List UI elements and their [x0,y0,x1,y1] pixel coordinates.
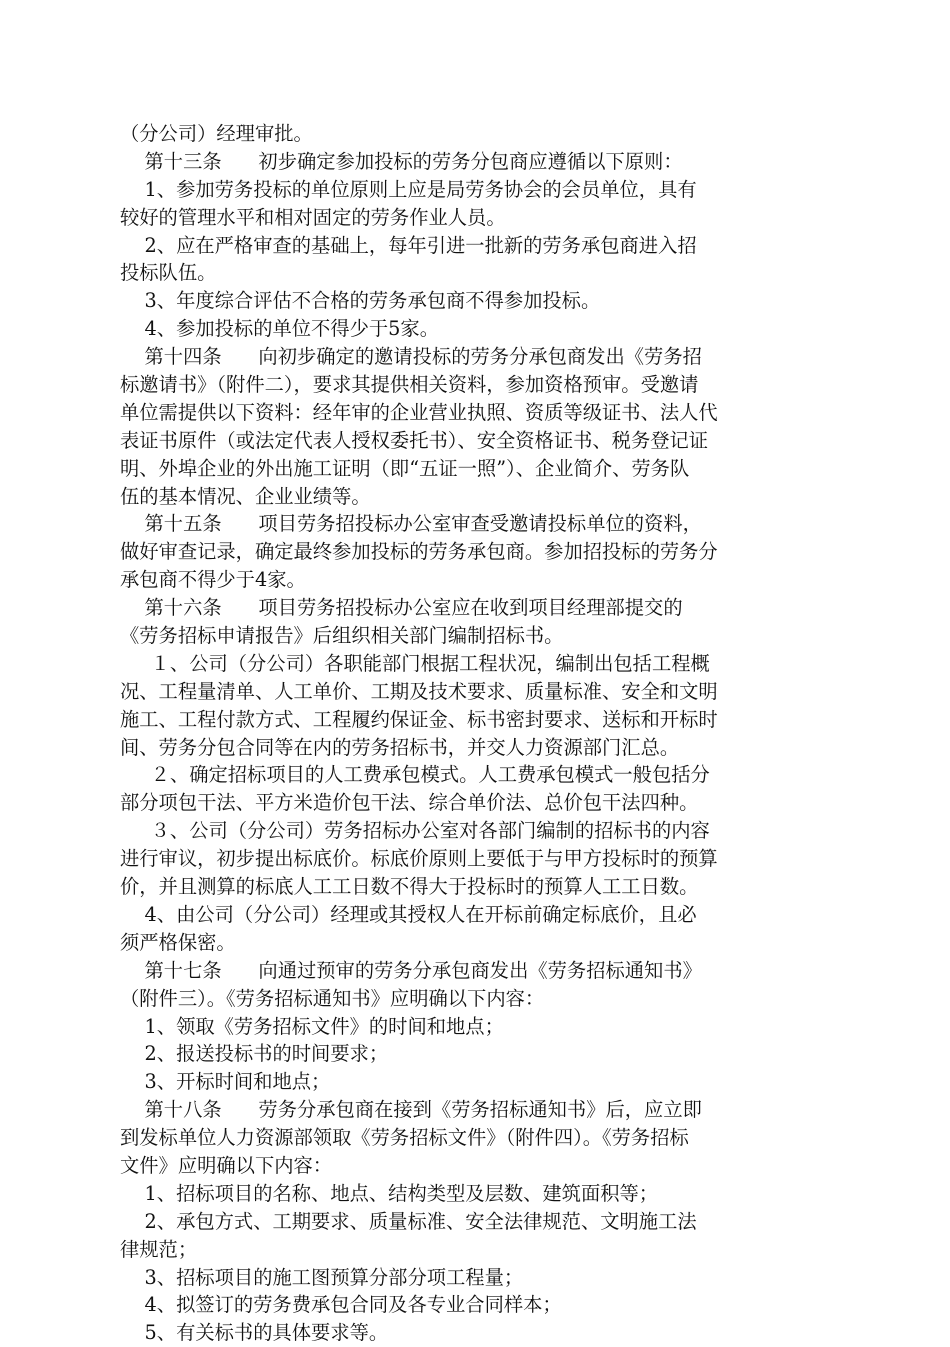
text-line: 部分项包干法、平方米造价包干法、综合单价法、总价包干法四种。 [120,791,699,815]
text-line: 5、有关标书的具体要求等。 [120,1321,389,1345]
text-line: 3、开标时间和地点； [120,1070,331,1094]
text-line: 间、劳务分包合同等在内的劳务招标书，并交人力资源部门汇总。 [120,735,680,759]
text-line: 承包商不得少于4家。 [120,568,306,592]
text-line: 单位需提供以下资料：经年审的企业营业执照、资质等级证书、法人代 [120,400,718,424]
text-line: 《劳务招标申请报告》后组织相关部门编制招标书。 [120,624,564,648]
text-line: 4、参加投标的单位不得少于5家。 [120,317,439,341]
text-line: 价，并且测算的标底人工工日数不得大于投标时的预算人工工日数。 [120,875,699,899]
text-line: 1、领取《劳务招标文件》的时间和地点； [120,1014,504,1038]
text-line: 4、拟签订的劳务费承包合同及各专业合同样本； [120,1293,562,1317]
text-line: 第十七条 向通过预审的劳务分承包商发出《劳务招标通知书》 [120,958,702,982]
text-line: 2、应在严格审查的基础上，每年引进一批新的劳务承包商进入招 [120,233,697,257]
text-line: （分公司）经理审批。 [120,122,313,145]
text-line: 第十五条 项目劳务招投标办公室审查受邀请投标单位的资料， [120,512,702,536]
text-line: 标邀请书》（附件二），要求其提供相关资料，参加资格预审。受邀请 [120,373,699,397]
text-line: 4、由公司（分公司）经理或其授权人在开标前确定标底价，且必 [120,902,697,926]
text-line: 1、参加劳务投标的单位原则上应是局劳务协会的会员单位，具有 [120,177,697,201]
text-line: 表证书原件（或法定代表人授权委托书）、安全资格证书、税务登记证 [120,428,709,452]
text-line: 须严格保密。 [120,930,236,954]
text-line: 1、招标项目的名称、地点、结构类型及层数、建筑面积等； [120,1181,659,1205]
text-line: 投标队伍。 [120,261,217,285]
text-line: 伍的基本情况、企业业绩等。 [120,484,371,508]
text-line: 2、报送投标书的时间要求； [120,1042,389,1066]
text-line: 3、年度综合评估不合格的劳务承包商不得参加投标。 [120,289,601,313]
text-line: 到发标单位人力资源部领取《劳务招标文件》（附件四）。《劳务招标 [120,1126,689,1150]
text-line: 文件》应明确以下内容： [120,1153,333,1177]
text-line: 进行审议，初步提出标底价。标底价原则上要低于与甲方投标时的预算 [120,847,718,871]
text-line: 第十六条 项目劳务招投标办公室应在收到项目经理部提交的 [120,596,683,620]
text-line: 2、承包方式、工期要求、质量标准、安全法律规范、文明施工法 [120,1209,697,1233]
text-line: 3、招标项目的施工图预算分部分项工程量； [120,1265,524,1289]
text-line: 较好的管理水平和相对固定的劳务作业人员。 [120,205,506,229]
text-line: 施工、工程付款方式、工程履约保证金、标书密封要求、送标和开标时 [120,707,718,731]
text-line: 第十八条 劳务分承包商在接到《劳务招标通知书》后，应立即 [120,1098,702,1122]
text-line: 律规范； [120,1237,198,1261]
text-line: 第十三条 初步确定参加投标的劳务分包商应遵循以下原则： [120,149,683,173]
text-line: 做好审查记录，确定最终参加投标的劳务承包商。参加招投标的劳务分 [120,540,718,564]
text-line: ３、公司（分公司）劳务招标办公室对各部门编制的招标书的内容 [120,819,710,843]
text-line: 况、工程量清单、人工单价、工期及技术要求、质量标准、安全和文明 [120,679,718,703]
text-line: １、公司（分公司）各职能部门根据工程状况，编制出包括工程概 [120,651,710,675]
document-body [120,120,820,1347]
text-line: （附件三）。《劳务招标通知书》应明确以下内容： [120,986,545,1010]
text-line: 第十四条 向初步确定的邀请投标的劳务分承包商发出《劳务招 [120,345,702,369]
text-line: 明、外埠企业的外出施工证明（即“五证一照”）、企业简介、劳务队 [120,456,690,480]
text-line: ２、确定招标项目的人工费承包模式。人工费承包模式一般包括分 [120,763,710,787]
